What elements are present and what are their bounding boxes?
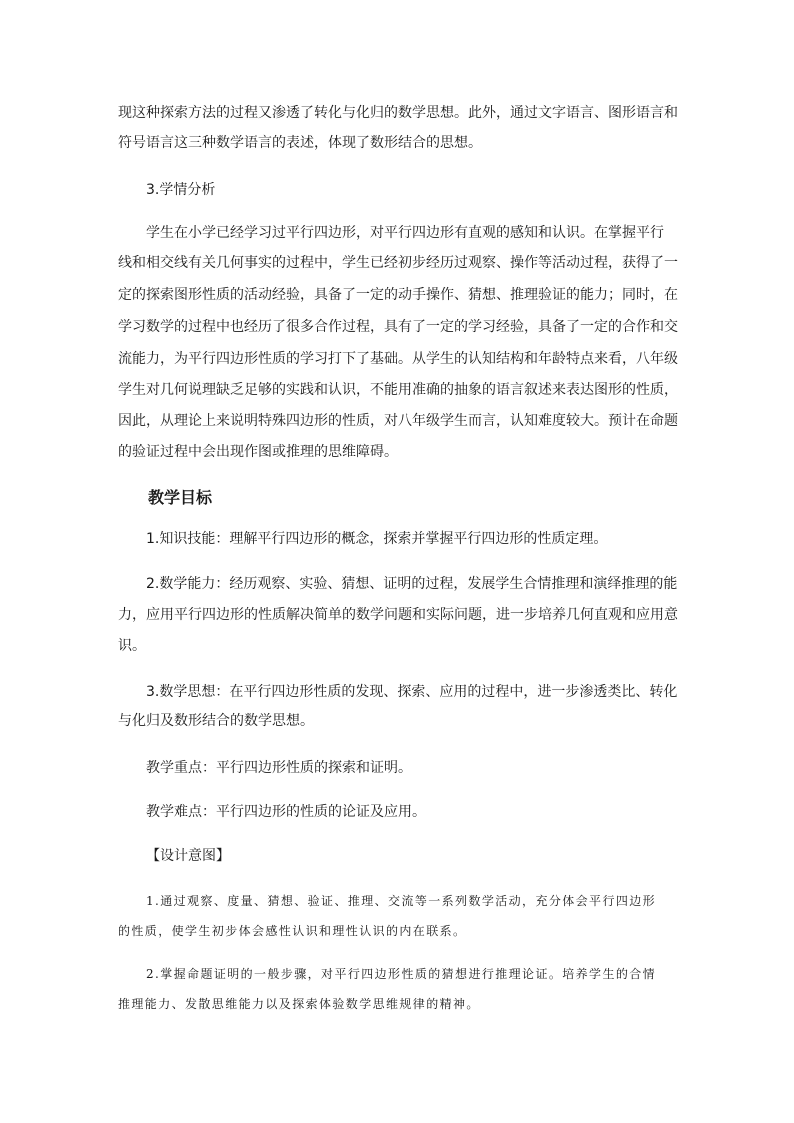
goal-item: 3.数学思想：在平行四边形性质的发现、探索、应用的过程中，进一步渗透类比、转化 (146, 684, 678, 700)
paragraph-line: 推理能力、发散思维能力以及探索体验数学思维规律的精神。 (118, 997, 480, 1011)
paragraph-line: 流能力，为平行四边形性质的学习打下了基础。从学生的认知结构和年龄特点来看，八年级 (118, 351, 678, 367)
paragraph-line: 线和相交线有关几何事实的过程中，学生已经初步经历过观察、操作等活动过程，获得了一 (118, 255, 678, 271)
paragraph-line: 与化归及数形结合的数学思想。 (118, 713, 314, 729)
paragraph-line: 学习数学的过程中也经历了很多合作过程，具有了一定的学习经验，具备了一定的合作和交 (118, 319, 678, 335)
design-item: 2.掌握命题证明的一般步骤，对平行四边形性质的猜想进行推理论证。培养学生的合情 (146, 967, 657, 981)
paragraph-line: 符号语言这三种数学语言的表述，体现了数形结合的思想。 (118, 135, 482, 151)
key-point: 教学重点：平行四边形性质的探索和证明。 (146, 760, 412, 776)
design-intent-title: 【设计意图】 (146, 848, 230, 864)
design-item: 1.通过观察、度量、猜想、验证、推理、交流等一系列数学活动，充分体会平行四边形 (146, 894, 657, 908)
paragraph-line: 学生在小学已经学习过平行四边形，对平行四边形有直观的感知和认识。在掌握平行 (146, 225, 664, 241)
goal-item: 2.数学能力：经历观察、实验、猜想、证明的过程，发展学生合情推理和演绎推理的能 (146, 576, 678, 592)
paragraph-line: 学生对几何说理缺乏足够的实践和认识，不能用准确的抽象的语言叙述来表达图形的性质， (118, 382, 678, 398)
paragraph-line: 的性质，使学生初步体会感性认识和理性认识的内在联系。 (118, 924, 467, 938)
paragraph-line: 因此，从理论上来说明特殊四边形的性质，对八年级学生而言，认知难度较大。预计在命题 (118, 413, 678, 429)
paragraph-line: 的验证过程中会出现作图或推理的思维障碍。 (118, 444, 398, 460)
paragraph-line: 现这种探索方法的过程又渗透了转化与化归的数学思想。此外，通过文字语言、图形语言和 (118, 105, 678, 121)
paragraph-line: 识。 (118, 638, 146, 654)
difficulty: 教学难点：平行四边形的性质的论证及应用。 (146, 804, 426, 820)
section-title: 3.学情分析 (146, 182, 216, 198)
paragraph-line: 力，应用平行四边形的性质解决简单的数学问题和实际问题，进一步培养几何直观和应用意 (118, 607, 678, 623)
goal-item: 1.知识技能：理解平行四边形的概念，探索并掌握平行四边形的性质定理。 (146, 531, 608, 547)
section-heading: 教学目标 (148, 488, 213, 507)
paragraph-line: 定的探索图形性质的活动经验，具备了一定的动手操作、猜想、推理验证的能力；同时，在 (118, 287, 678, 303)
